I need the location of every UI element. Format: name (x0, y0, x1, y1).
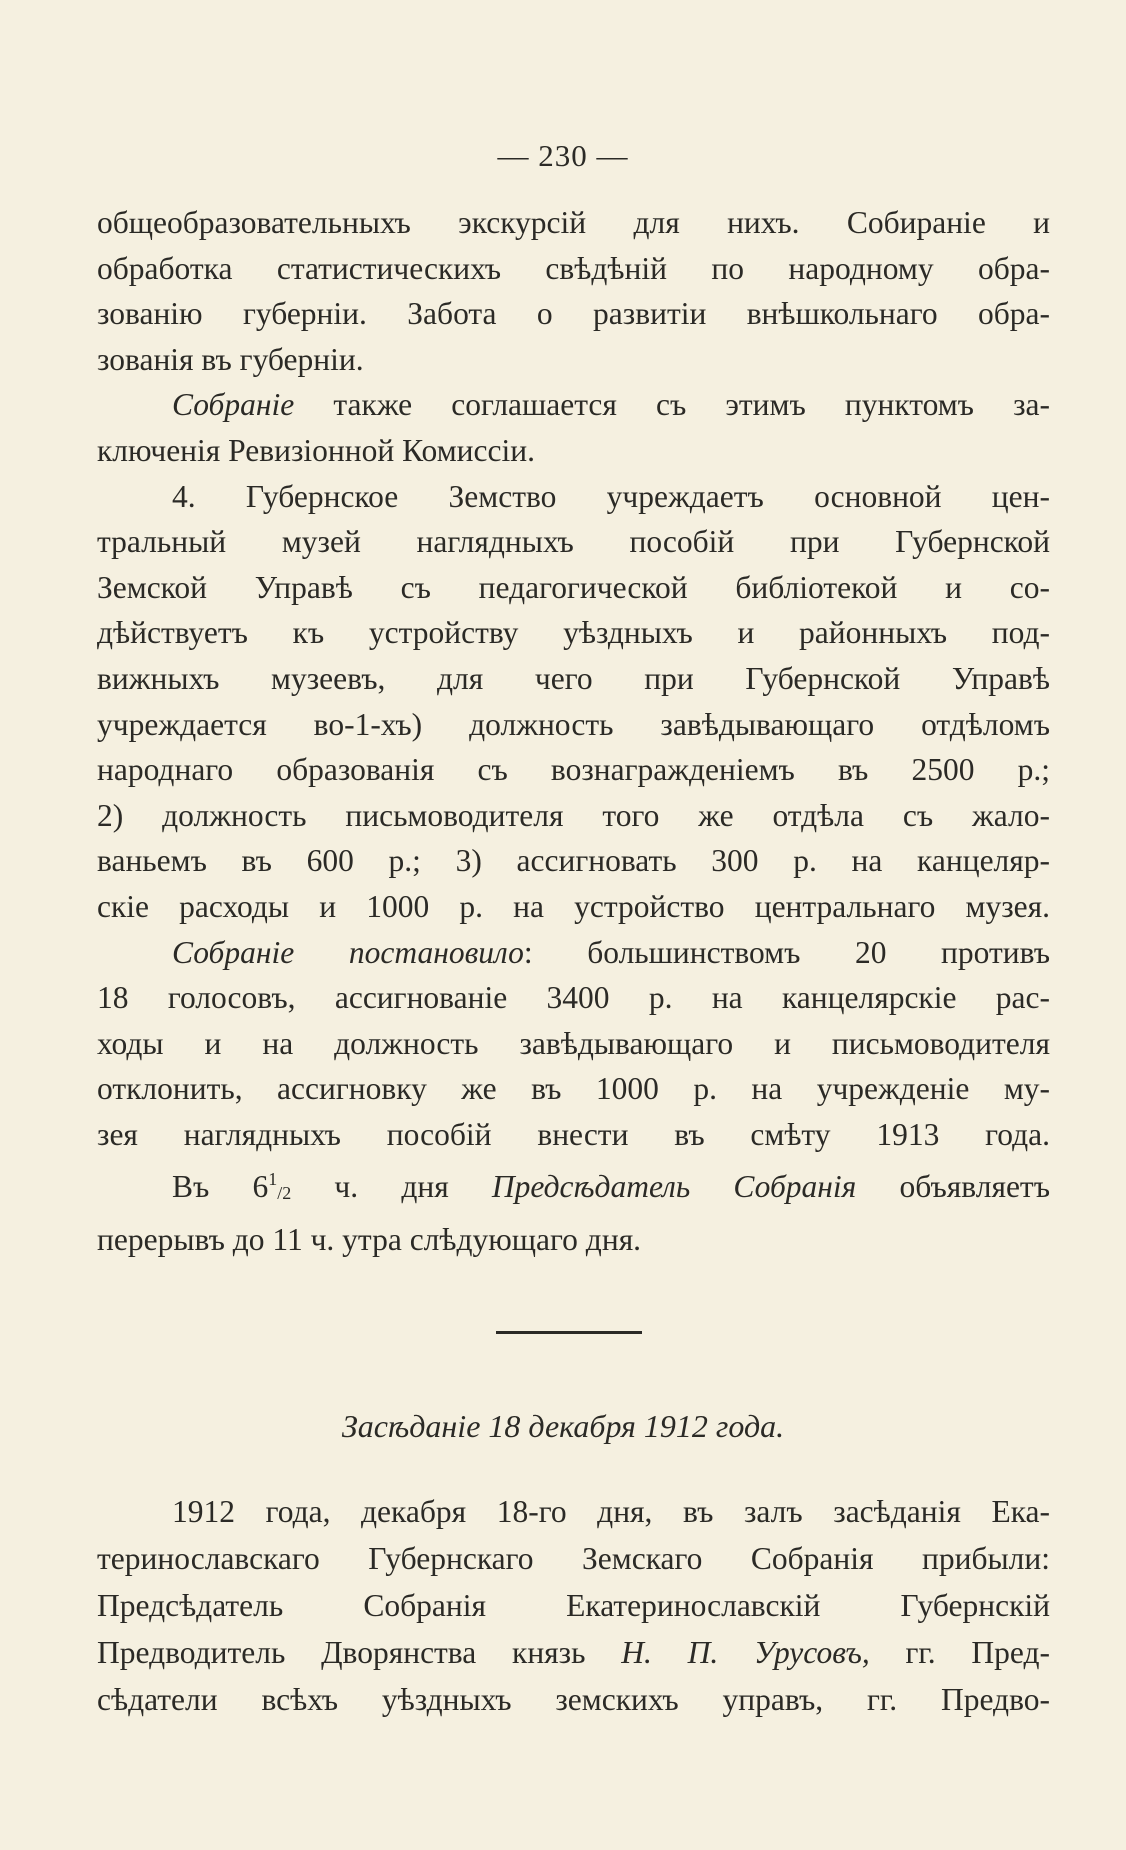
body-text (97, 200, 1050, 1263)
text-line: отклонить, ассигновку же въ 1000 р. на учрежденіе му- (97, 1071, 1050, 1107)
speaker-name: Собраніе (172, 387, 295, 423)
text-line (97, 1629, 1050, 1676)
text-line (97, 1157, 1050, 1217)
text-line: обработка статистическихъ свѣдѣній по народному обра- (97, 250, 1050, 286)
text-line: зея наглядныхъ пособій внести въ смѣту 1913 года. (97, 1116, 1050, 1152)
text-line: 2) должность письмоводителя того же отдѣла съ жало- (97, 797, 1050, 833)
text-line: 1912 года, декабря 18-го дня, въ залъ засѣданія Ека- (172, 1494, 1050, 1529)
text-line: Земской Управѣ съ педагогической библіотекой и со- (97, 569, 1050, 605)
text-line: ходы и на должность завѣдывающаго и письмоводителя (97, 1025, 1050, 1061)
text-segment: гг. Пред- (869, 1635, 1050, 1670)
text-segment: Въ 6 (172, 1169, 269, 1205)
text-line (97, 382, 1050, 428)
body-text-2 (97, 1488, 1050, 1723)
text-line: сѣдатели всѣхъ уѣздныхъ земскихъ управъ, гг. Предво- (97, 1682, 1050, 1717)
paragraph-2 (97, 382, 1050, 473)
text-line: учреждается во-1-хъ) должность завѣдывающаго отдѣломъ (97, 706, 1050, 742)
text-segment: Предводитель Дворянства князь (97, 1635, 622, 1670)
paragraph-1 (97, 200, 1050, 382)
text-line: зованію губерніи. Забота о развитіи внѣшкольнаго обра- (97, 296, 1050, 332)
text-line: теринославскаго Губернскаго Земскаго Собранія прибыли: (97, 1541, 1050, 1576)
text-line: 18 голосовъ, ассигнованіе 3400 р. на канцелярскіе рас- (97, 980, 1050, 1016)
text-segment: ч. дня (291, 1169, 492, 1205)
speaker-name: Собраніе постановило (172, 934, 524, 970)
text-line: ваньемъ въ 600 р.; 3) ассигновать 300 р. на канцеляр- (97, 843, 1050, 879)
text-line: Предсѣдатель Собранія Екатеринославскій Губернскій (97, 1588, 1050, 1623)
page-number: — 230 — (497, 138, 629, 173)
paragraph-5 (97, 1157, 1050, 1262)
text-line: дѣйствуетъ къ устройству уѣздныхъ и районныхъ под- (97, 615, 1050, 651)
session-heading: Засѣданіе 18 декабря 1912 года. (341, 1408, 785, 1444)
text-line (97, 930, 1050, 976)
section-divider (496, 1331, 642, 1334)
text-line: тральный музей наглядныхъ пособій при Губернской (97, 524, 1050, 560)
text-line: перерывъ до 11 ч. утра слѣдующаго дня. (97, 1222, 642, 1258)
text-line: ключенія Ревизіонной Комиссіи. (97, 432, 535, 468)
text-segment: : большинствомъ 20 противъ (523, 934, 1050, 970)
person-name: Н. П. Урусовъ, (621, 1635, 870, 1670)
text-line: народнаго образованія съ вознагражденіемъ въ 2500 р.; (97, 752, 1050, 788)
text-line: общеобразовательныхъ экскурсій для нихъ. Собираніе и (97, 205, 1050, 240)
paragraph-3 (97, 474, 1050, 930)
text-line: зованія въ губерніи. (97, 341, 364, 377)
text-segment: также соглашается съ этимъ пунктомъ за- (333, 387, 1050, 423)
speaker-name: Предсѣдатель Собранія (491, 1169, 857, 1205)
fraction-numerator: 1 (268, 1169, 278, 1190)
paragraph-4 (97, 930, 1050, 1158)
text-line: скіе расходы и 1000 р. на устройство центральнаго музея. (97, 888, 1050, 924)
fraction-denominator: /2 (277, 1183, 292, 1204)
text-segment: объявляетъ (856, 1169, 1050, 1205)
text-line: 4. Губернское Земство учреждаетъ основной цен- (172, 478, 1050, 514)
text-line: вижныхъ музеевъ, для чего при Губернской Управѣ (97, 660, 1050, 696)
